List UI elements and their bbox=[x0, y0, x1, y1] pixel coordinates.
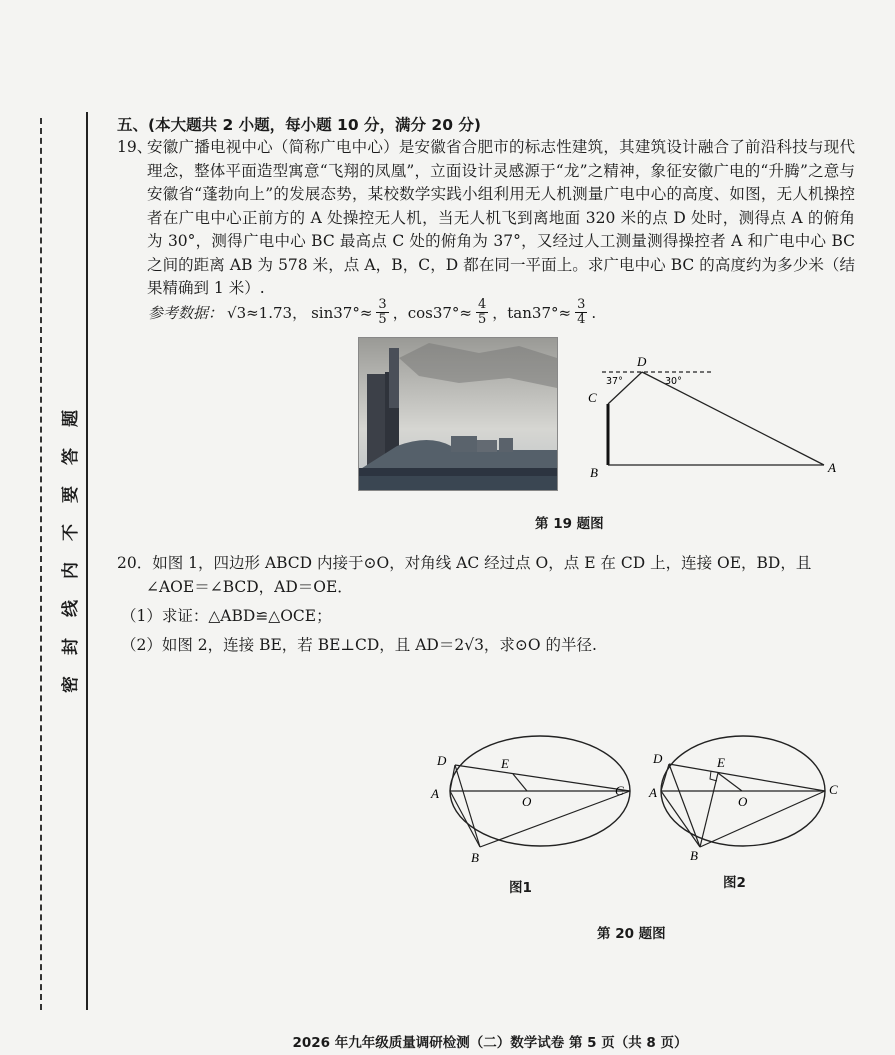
section-heading: 五、(本大题共 2 小题，每小题 10 分，满分 20 分) bbox=[117, 116, 481, 134]
reference-sin: sin37°≈ bbox=[311, 303, 373, 322]
svg-text:B: B bbox=[690, 848, 698, 863]
seal-char: 要 bbox=[60, 486, 81, 503]
angle-37: 37° bbox=[606, 376, 623, 387]
figure-19-diagram bbox=[580, 350, 850, 490]
figure-20-2 bbox=[645, 735, 860, 870]
reference-data: 参考数据： √3≈1.73， sin37°≈ $\frac{3}{5}$ ，cos37°≈ $\frac{4}{5}$ ，tan37°≈ $\frac{3}{4}$ . bbox=[148, 297, 597, 327]
question-19 bbox=[117, 136, 855, 301]
fraction: $\frac{3}{5}$ bbox=[378, 297, 387, 327]
seal-char: 内 bbox=[60, 562, 81, 579]
question-20-part1: （1）求证：△ABD≌△OCE； bbox=[121, 607, 332, 625]
seal-char: 答 bbox=[60, 448, 81, 465]
angle-30: 30° bbox=[665, 376, 682, 387]
label-B: B bbox=[590, 465, 598, 480]
binding-dashed-line bbox=[40, 118, 42, 1010]
reference-label: 参考数据： bbox=[148, 304, 224, 322]
figure-20-1 bbox=[425, 735, 640, 870]
question-number: 19、 bbox=[117, 138, 153, 156]
question-text: 安徽广播电视中心（简称广电中心）是安徽省合肥市的标志性建筑，其建筑设计融合了前沿科技与现代理念，整体平面造型寓意“飞翔的凤凰”，立面设计灵感源于“龙”之精神，象征安徽广电的“升腾”之意与安徽省“蓬勃向上”的发展态势，某校数学实践小组利用无人机测量广电中心的高度、如图，无人机操控者在广电中心正前方的 A 处操控无人机，当无人机飞到离地面 320 米的点 D 处时，测得点 A 的俯角为 30°，测得广电中心 BC 最高点 C 处的俯角为 37°，又经过人工测量测得操控者 A 和广电中心 BC 之间的距离 AB 为 578 米，点 A，B，C，D 都在同一平面上。求广电中心 BC 的高度约为多少米（结果精确到 1 米）. bbox=[147, 138, 855, 297]
reference-sqrt: √3≈1.73， bbox=[227, 304, 308, 322]
svg-text:E: E bbox=[717, 755, 725, 770]
question-20-line1: 20．如图 1，四边形 ABCD 内接于⊙O，对角线 AC 经过点 O，点 E 在 CD 上，连接 OE，BD，且 bbox=[117, 554, 812, 572]
label-C: C bbox=[588, 390, 597, 405]
svg-text:O: O bbox=[522, 794, 532, 809]
seal-line-warning bbox=[60, 410, 82, 693]
svg-text:E: E bbox=[501, 756, 509, 771]
svg-text:B: B bbox=[471, 850, 479, 865]
svg-text:C: C bbox=[615, 783, 624, 798]
question-20-line2: ∠AOE＝∠BCD，AD＝OE． bbox=[146, 578, 353, 596]
binding-margin-line bbox=[86, 112, 88, 1010]
svg-text:D: D bbox=[437, 753, 447, 768]
seal-char: 封 bbox=[60, 638, 81, 655]
seal-char: 不 bbox=[60, 524, 81, 541]
svg-text:D: D bbox=[653, 751, 663, 766]
svg-text:C: C bbox=[829, 782, 838, 797]
figure-20-1-caption: 图1 bbox=[509, 880, 532, 896]
fraction: $\frac{4}{5}$ bbox=[477, 297, 487, 327]
figure-20-2-caption: 图2 bbox=[723, 875, 746, 891]
label-A: A bbox=[828, 460, 836, 475]
label-D: D bbox=[637, 354, 647, 369]
seal-char: 题 bbox=[60, 410, 81, 427]
question-20 bbox=[117, 551, 855, 657]
reference-tan: ，tan37°≈ bbox=[492, 304, 572, 322]
svg-text:A: A bbox=[431, 786, 439, 801]
seal-char: 密 bbox=[60, 676, 81, 693]
building-photo bbox=[358, 337, 558, 491]
seal-char: 线 bbox=[60, 600, 81, 617]
page-footer: 2026 年九年级质量调研检测（二）数学试卷 第 5 页（共 8 页） bbox=[292, 1035, 688, 1051]
svg-text:A: A bbox=[649, 785, 657, 800]
figure-19-caption: 第 19 题图 bbox=[535, 516, 604, 532]
reference-cos: ，cos37°≈ bbox=[392, 304, 472, 322]
fraction: $\frac{3}{4}$ bbox=[577, 297, 586, 327]
figure-20-caption: 第 20 题图 bbox=[597, 926, 666, 942]
question-20-part2: （2）如图 2，连接 BE，若 BE⊥CD，且 AD＝2√3，求⊙O 的半径. bbox=[121, 636, 597, 654]
svg-text:O: O bbox=[738, 794, 748, 809]
